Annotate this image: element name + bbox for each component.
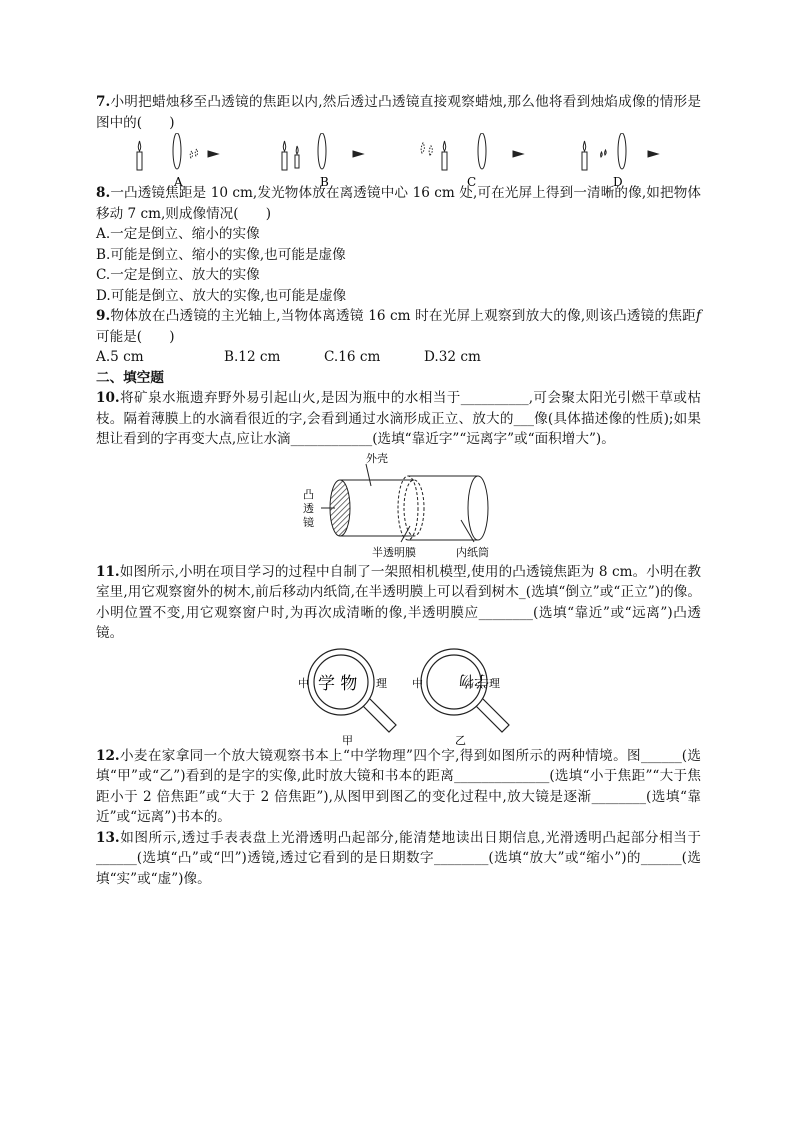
- camera-model-diagram: [96, 450, 701, 562]
- left-outer-char-2: 理: [376, 676, 387, 690]
- question-text: 如图所示,透过手表表盘上光滑透明凸起部分,能清楚地读出日期信息,光滑透明凸起部分相当于______(选填“凸”或“凹”)透镜,透过它看到的是日期数字________(选填“放大”或“缩小”)的______(选填“实”或“虚”)像。: [96, 829, 701, 887]
- question-text: 小麦在家拿同一个放大镜观察书本上“中学物理”四个字,得到如图所示的两种情境。图______(选填“甲”或“乙”)看到的是字的实像,此时放大镜和书本的距离______________(选填“小于焦距”“大于焦距小于 2 倍焦距”或“大于 2 倍焦距”),从图甲到图乙的变化过程中,放大镜是逐渐________(选填“靠近”或“远离”)书本的。: [96, 747, 701, 825]
- option-d: D.可能是倒立、放大的实像,也可能是虚像: [96, 287, 347, 304]
- question-text: 如图所示,小明在项目学习的过程中自制了一架照相机模型,使用的凸透镜焦距为 8 cm。小明在教室里,用它观察窗外的树木,前后移动内纸筒,在半透明膜上可以看到树木_(选填“倒立”或“正立”)的像。小明位置不变,用它观察窗户时,为再次成清晰的像,半透明膜应________(选填“靠近”或“远离”)凸透镜。: [96, 563, 701, 641]
- option-d-label: D: [613, 175, 623, 189]
- question-text: 一凸透镜焦距是 10 cm,发光物体放在离透镜中心 16 cm 处,可在光屏上得到一清晰的像,如把物体移动 7 cm,则成像情况( ): [96, 185, 701, 222]
- right-outer-char-1: 中: [412, 676, 423, 690]
- question-text: 将矿泉水瓶遗弃野外易引起山火,是因为瓶中的水相当于__________,可会聚太阳光引燃干草或枯枝。隔着薄膜上的水滴看很近的字,会看到通过水滴形成正立、放大的___像(具体描述像的性质);如果想让看到的字再变大点,应让水滴____________(选填“靠近字”“远离字”或“面积增大”)。: [96, 390, 701, 447]
- camera-model-figure: [96, 450, 701, 562]
- lens-label-2: 透: [303, 501, 314, 515]
- right-caption: 乙: [455, 733, 466, 746]
- question-text-a: 物体放在凸透镜的主光轴上,当物体离透镜 16 cm 时在光屏上观察到放大的像,则该凸透镜的焦距: [110, 308, 696, 324]
- question-number: 8.: [96, 185, 111, 201]
- left-caption: 甲: [342, 733, 353, 746]
- question-number: 13.: [96, 829, 120, 846]
- question-13: [96, 828, 701, 890]
- option-d-diagram: [582, 133, 658, 170]
- option-c-diagram: [421, 133, 523, 170]
- lens-label-3: 镜: [303, 515, 314, 529]
- question-text: 小明把蜡烛移至凸透镜的焦距以内,然后透过凸透镜直接观察蜡烛,那么他将看到烛焰成像的情形是图中的( ): [96, 94, 701, 131]
- option-a-label: A: [174, 175, 183, 189]
- option-c: C.一定是倒立、放大的实像: [96, 267, 260, 283]
- option-d: D.32 cm: [424, 349, 481, 365]
- question-12: [96, 746, 701, 828]
- question-number: 12.: [96, 747, 120, 764]
- option-b: B.可能是倒立、缩小的实像,也可能是虚像: [96, 246, 346, 263]
- option-c: C.16 cm: [324, 349, 381, 365]
- question-10: [96, 388, 701, 450]
- focal-length-symbol: f: [695, 308, 701, 324]
- film-label: 半透明膜: [372, 545, 416, 559]
- option-b-label: B: [320, 175, 329, 189]
- option-a-diagram: [137, 133, 218, 170]
- right-outer-char-2: 理: [489, 676, 500, 690]
- option-b: B.12 cm: [224, 349, 281, 365]
- question-number: 10.: [96, 390, 120, 406]
- left-magnified-text: 学 物: [318, 673, 358, 694]
- question-text-b: 可能是( ): [96, 328, 175, 345]
- question-11: [96, 562, 701, 644]
- magnifier-figure: [96, 644, 701, 746]
- question-9: [96, 306, 701, 347]
- option-b-diagram: [282, 133, 363, 170]
- right-inverted-text: 学物: [458, 671, 489, 690]
- question-number: 9.: [96, 308, 111, 324]
- candle-lens-figure: [96, 133, 701, 193]
- lens-label-1: 凸: [303, 487, 314, 501]
- worksheet-page: [96, 92, 701, 889]
- candle-lens-diagram: [96, 133, 701, 193]
- question-number: 7.: [96, 94, 111, 110]
- tube-label: 内纸筒: [456, 545, 489, 559]
- question-number: 11.: [96, 563, 120, 580]
- question-7: [96, 92, 701, 133]
- section-heading: 二、填空题: [96, 369, 164, 386]
- option-a: A.5 cm: [96, 349, 144, 365]
- magnifier-diagram: [96, 644, 701, 746]
- question-9-options: [96, 347, 701, 368]
- left-outer-char-1: 中: [298, 676, 309, 690]
- option-c-label: C: [467, 175, 477, 189]
- option-a: A.一定是倒立、缩小的实像: [96, 226, 260, 242]
- shell-label: 外壳: [366, 451, 388, 465]
